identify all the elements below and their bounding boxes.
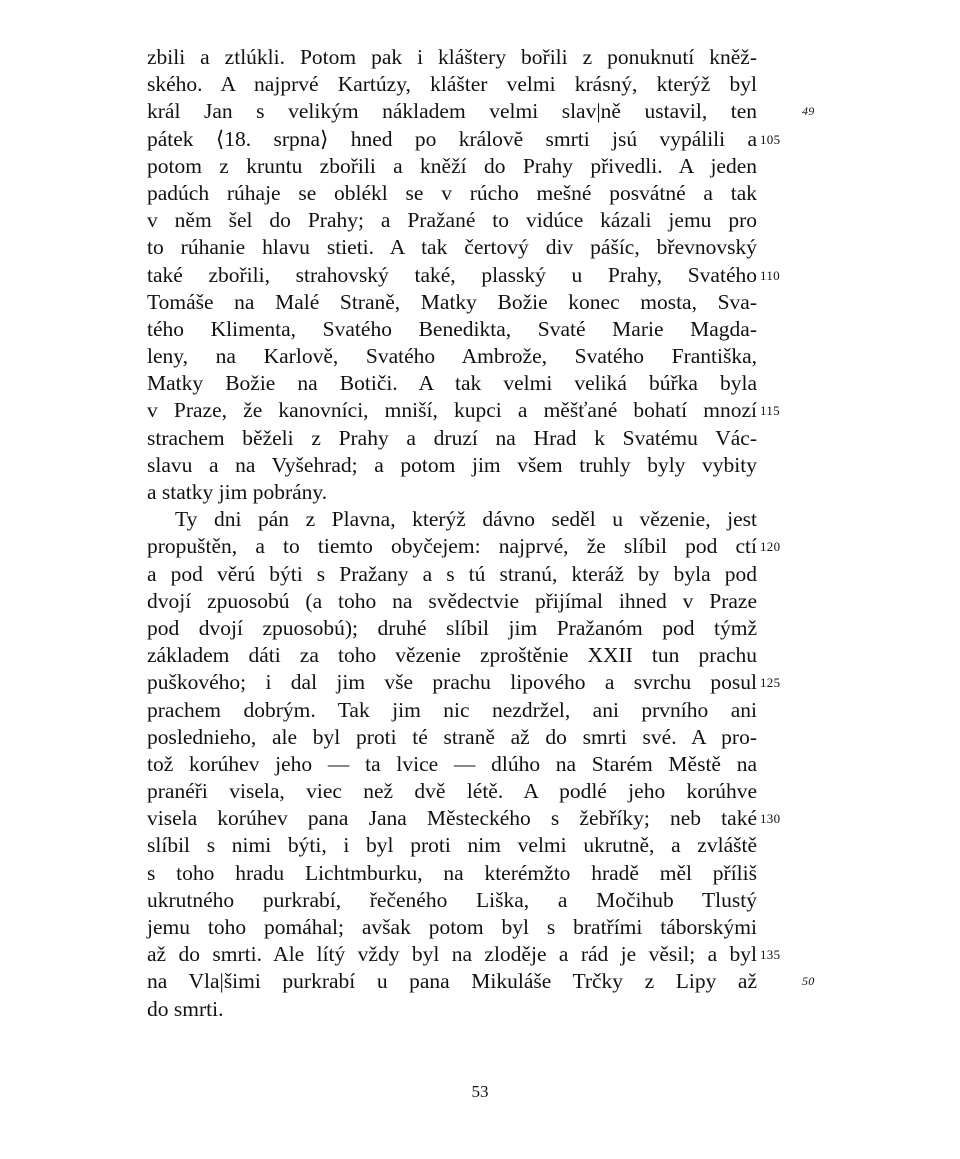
line-text: ského. A najprvé Kartúzy, klášter velmi krásný, kterýž byl [147, 72, 757, 97]
text-line [147, 207, 757, 234]
text-line [147, 316, 757, 343]
line-number: 120 [760, 539, 781, 555]
line-text: ukrutného purkrabí, řečeného Liška, a Močihub Tlustý [147, 887, 757, 912]
line-text: puškového; i dal jim vše prachu lipového a svrchu posul [147, 670, 757, 695]
line-text: Matky Božie na Botiči. A tak velmi veliká búřka byla [147, 371, 757, 396]
text-line [147, 370, 757, 397]
text-line [147, 805, 781, 832]
text-line [147, 262, 780, 289]
line-text: a statky jim pobrány. [147, 480, 328, 504]
line-text: leny, na Karlově, Svatého Ambrože, Svatého Františka, [147, 344, 757, 369]
text-line [147, 126, 781, 153]
line-text: prachem dobrým. Tak jim nic nezdržel, ani prvního ani [147, 697, 757, 722]
text-line [147, 452, 757, 479]
line-text: Ty dni pán z Plavna, kterýž dávno seděl u vězenie, jest [175, 507, 757, 532]
text-line [147, 588, 757, 615]
page-number: 53 [471, 1082, 489, 1101]
text-line [147, 180, 757, 207]
line-text: propuštěn, a to tiemto obyčejem: najprvé, že slíbil pod ctí [147, 534, 757, 559]
line-text: v něm šel do Prahy; a Pražané to vidúce kázali jemu pro [147, 208, 757, 233]
line-number: 130 [760, 811, 781, 827]
line-number: 125 [760, 675, 781, 691]
text-line [147, 996, 757, 1023]
line-number: 110 [760, 267, 780, 283]
text-line [147, 479, 757, 506]
text-line [147, 697, 757, 724]
text-line [147, 669, 781, 696]
line-text: do smrti. [147, 996, 224, 1021]
line-text: pod dvojí zpuosobú); druhé slíbil jim Pražanóm pod týmž [147, 615, 757, 640]
text-line [147, 289, 757, 316]
text-line [147, 751, 757, 778]
line-text: poslednieho, ale byl proti té straně až do smrti své. A pro- [147, 724, 757, 749]
line-text: s toho hradu Lichtmburku, na kterémžto hradě měl příliš [147, 860, 757, 885]
line-text: na Vla|šimi purkrabí u pana Mikuláše Trčky z Lipy až [147, 969, 757, 994]
text-line [147, 44, 757, 71]
text-line [147, 71, 757, 98]
text-line [147, 615, 757, 642]
line-text: potom z kruntu zbořili a kněží do Prahy přivedli. A jeden [147, 153, 757, 178]
line-text: strachem běželi z Prahy a druzí na Hrad k Svatému Vác- [147, 425, 757, 450]
text-line [147, 832, 757, 859]
text-line [147, 98, 815, 125]
line-text: padúch rúhaje se oblékl se v rúcho mešné posvátné a tak [147, 180, 757, 205]
line-text: slavu a na Vyšehrad; a potom jim všem truhly byly vybity [147, 452, 757, 477]
text-line [147, 234, 757, 261]
text-line [147, 425, 757, 452]
text-line [147, 724, 757, 751]
text-line [147, 968, 815, 995]
line-text: pátek ⟨18. srpna⟩ hned po královĕ smrti jsú vypálili a [147, 126, 757, 151]
line-text: slíbil s nimi býti, i byl proti nim velmi ukrutně, a zvláště [147, 833, 757, 858]
text-line [147, 914, 757, 941]
text-line [147, 860, 757, 887]
text-line [147, 778, 757, 805]
folio-number: 50 [802, 974, 815, 989]
text-line [147, 343, 757, 370]
line-text: král Jan s velikým nákladem velmi slav|ně ustavil, ten [147, 99, 757, 124]
line-text: a pod věrú býti s Pražany a s tú stranú, kteráž by byla pod [147, 561, 757, 586]
text-line [147, 533, 781, 560]
line-number: 105 [760, 131, 781, 147]
text-line [147, 887, 757, 914]
line-text: v Praze, že kanovníci, mniší, kupci a měšťané bohatí mnozí [147, 398, 757, 423]
line-number: 135 [760, 947, 781, 963]
text-line [147, 941, 781, 968]
folio-number: 49 [802, 104, 815, 119]
line-text: pranéři visela, viec než dvě létě. A podlé jeho korúhve [147, 779, 757, 804]
line-text: zbili a ztlúkli. Potom pak i kláštery bořili z ponuknutí kněž- [147, 45, 757, 69]
line-text: Tomáše na Malé Straně, Matky Božie konec mosta, Sva- [147, 289, 757, 314]
line-text: to rúhanie hlavu stieti. A tak čertový div pášíc, břevnovský [147, 235, 757, 260]
line-text: visela korúhev pana Jana Městeckého s žebříky; neb také [147, 806, 757, 831]
line-text: až do smrti. Ale lítý vždy byl na zloděje a rád je věsil; a byl [147, 942, 757, 967]
body-text [147, 44, 815, 1023]
text-line [147, 561, 757, 588]
line-text: dvojí zpuosobú (a toho na svědectvie přijímal ihned v Praze [147, 588, 757, 613]
text-line [147, 397, 780, 424]
line-number: 115 [760, 403, 780, 419]
line-text: jemu toho pomáhal; avšak potom byl s bratřími táborskými [147, 915, 757, 939]
line-text: základem dáti za toho vězenie zproštěnie XXII tun prachu [147, 643, 757, 668]
line-text: tož korúhev jeho — ta lvice — dlúho na Starém Městě na [147, 751, 757, 776]
line-text: tého Klimenta, Svatého Benedikta, Svaté Marie Magda- [147, 316, 757, 341]
text-line [147, 153, 757, 180]
line-text: také zbořili, strahovský také, plasský u Prahy, Svatého [147, 262, 757, 287]
text-line [147, 642, 757, 669]
text-line [147, 506, 757, 533]
